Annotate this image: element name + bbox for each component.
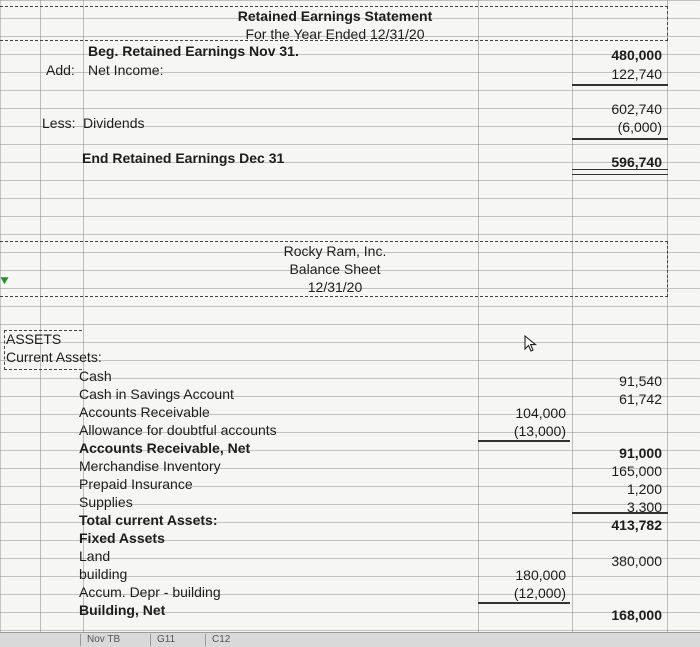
bs-company: Rocky Ram, Inc. [283,243,387,259]
row-label: Land [79,548,111,564]
bs-date: 12/31/20 [307,279,363,295]
assets-box-bottom [4,369,82,370]
sheet-tab[interactable]: C12 [205,634,236,646]
re-beg-label: Beg. Retained Earnings Nov 31. [88,43,299,59]
re-end-label: End Retained Earnings Dec 31 [82,150,285,166]
row-mid-value: (13,000) [513,423,566,439]
column-divider [478,0,479,632]
row-label: Building, Net [79,602,166,618]
double-underline [572,169,668,175]
row-label: Total current Assets: [79,512,218,528]
row-right-value: 61,742 [619,391,662,407]
row-label: Accum. Depr - building [79,584,221,600]
row-label: Prepaid Insurance [79,476,193,492]
underline [572,138,668,140]
row-right-value: 413,782 [611,517,662,533]
row-right-value: 1,200 [626,481,662,497]
row-label: Accounts Receivable, Net [79,440,251,456]
row-right-value: 165,000 [611,463,662,479]
header-box-top [0,6,668,7]
underline [572,512,668,514]
column-divider [667,0,668,632]
underline [572,84,668,86]
row-label: building [79,566,128,582]
sheet-tab[interactable]: Nov TB [80,634,126,646]
underline [478,440,570,442]
assets-box-left [4,330,5,370]
row-mid-value: 180,000 [515,567,566,583]
re-add-label: Add: [46,62,75,78]
row-mid-value: (12,000) [513,585,566,601]
current-assets-label: Current Assets: [6,349,102,365]
row-label: Supplies [79,494,133,510]
bs-title: Balance Sheet [289,261,381,277]
re-net-income-label: Net Income: [88,62,164,78]
row-right-value: 91,540 [619,373,662,389]
row-label: Accounts Receivable [79,404,210,420]
row-right-value: 380,000 [611,553,662,569]
re-net-income-value: 122,740 [611,66,662,82]
row-right-value: 91,000 [619,445,662,461]
bs-header-box-bottom [0,296,668,297]
re-less-label: Less: [42,115,76,131]
row-right-value: 3,300 [626,499,662,515]
underline [478,602,570,604]
row-label: Allowance for doubtful accounts [79,422,277,438]
sheet-tab[interactable]: G11 [150,634,181,646]
re-dividends-value: (6,000) [617,119,662,135]
re-subtotal-value: 602,740 [611,101,662,117]
row-label: Cash in Savings Account [79,386,234,402]
assets-label: ASSETS [6,331,62,347]
re-dividends-label: Dividends [83,115,145,131]
row-mid-value: 104,000 [515,405,566,421]
row-right-value: 168,000 [611,607,662,623]
bs-header-box-top [0,241,668,242]
mouse-pointer-icon [522,334,540,352]
row-label: Merchandise Inventory [79,458,221,474]
sheet-tab-bar [0,632,700,647]
re-end-value: 596,740 [611,154,662,170]
row-label: Fixed Assets [79,530,165,546]
header-box-right [667,6,668,41]
row-label: Cash [79,368,112,384]
re-title: Retained Earnings Statement [237,8,433,24]
column-divider [572,0,573,632]
re-beg-value: 480,000 [611,47,662,63]
bs-header-box-right [667,241,668,297]
column-divider [40,0,41,632]
re-period: For the Year Ended 12/31/20 [245,26,425,42]
